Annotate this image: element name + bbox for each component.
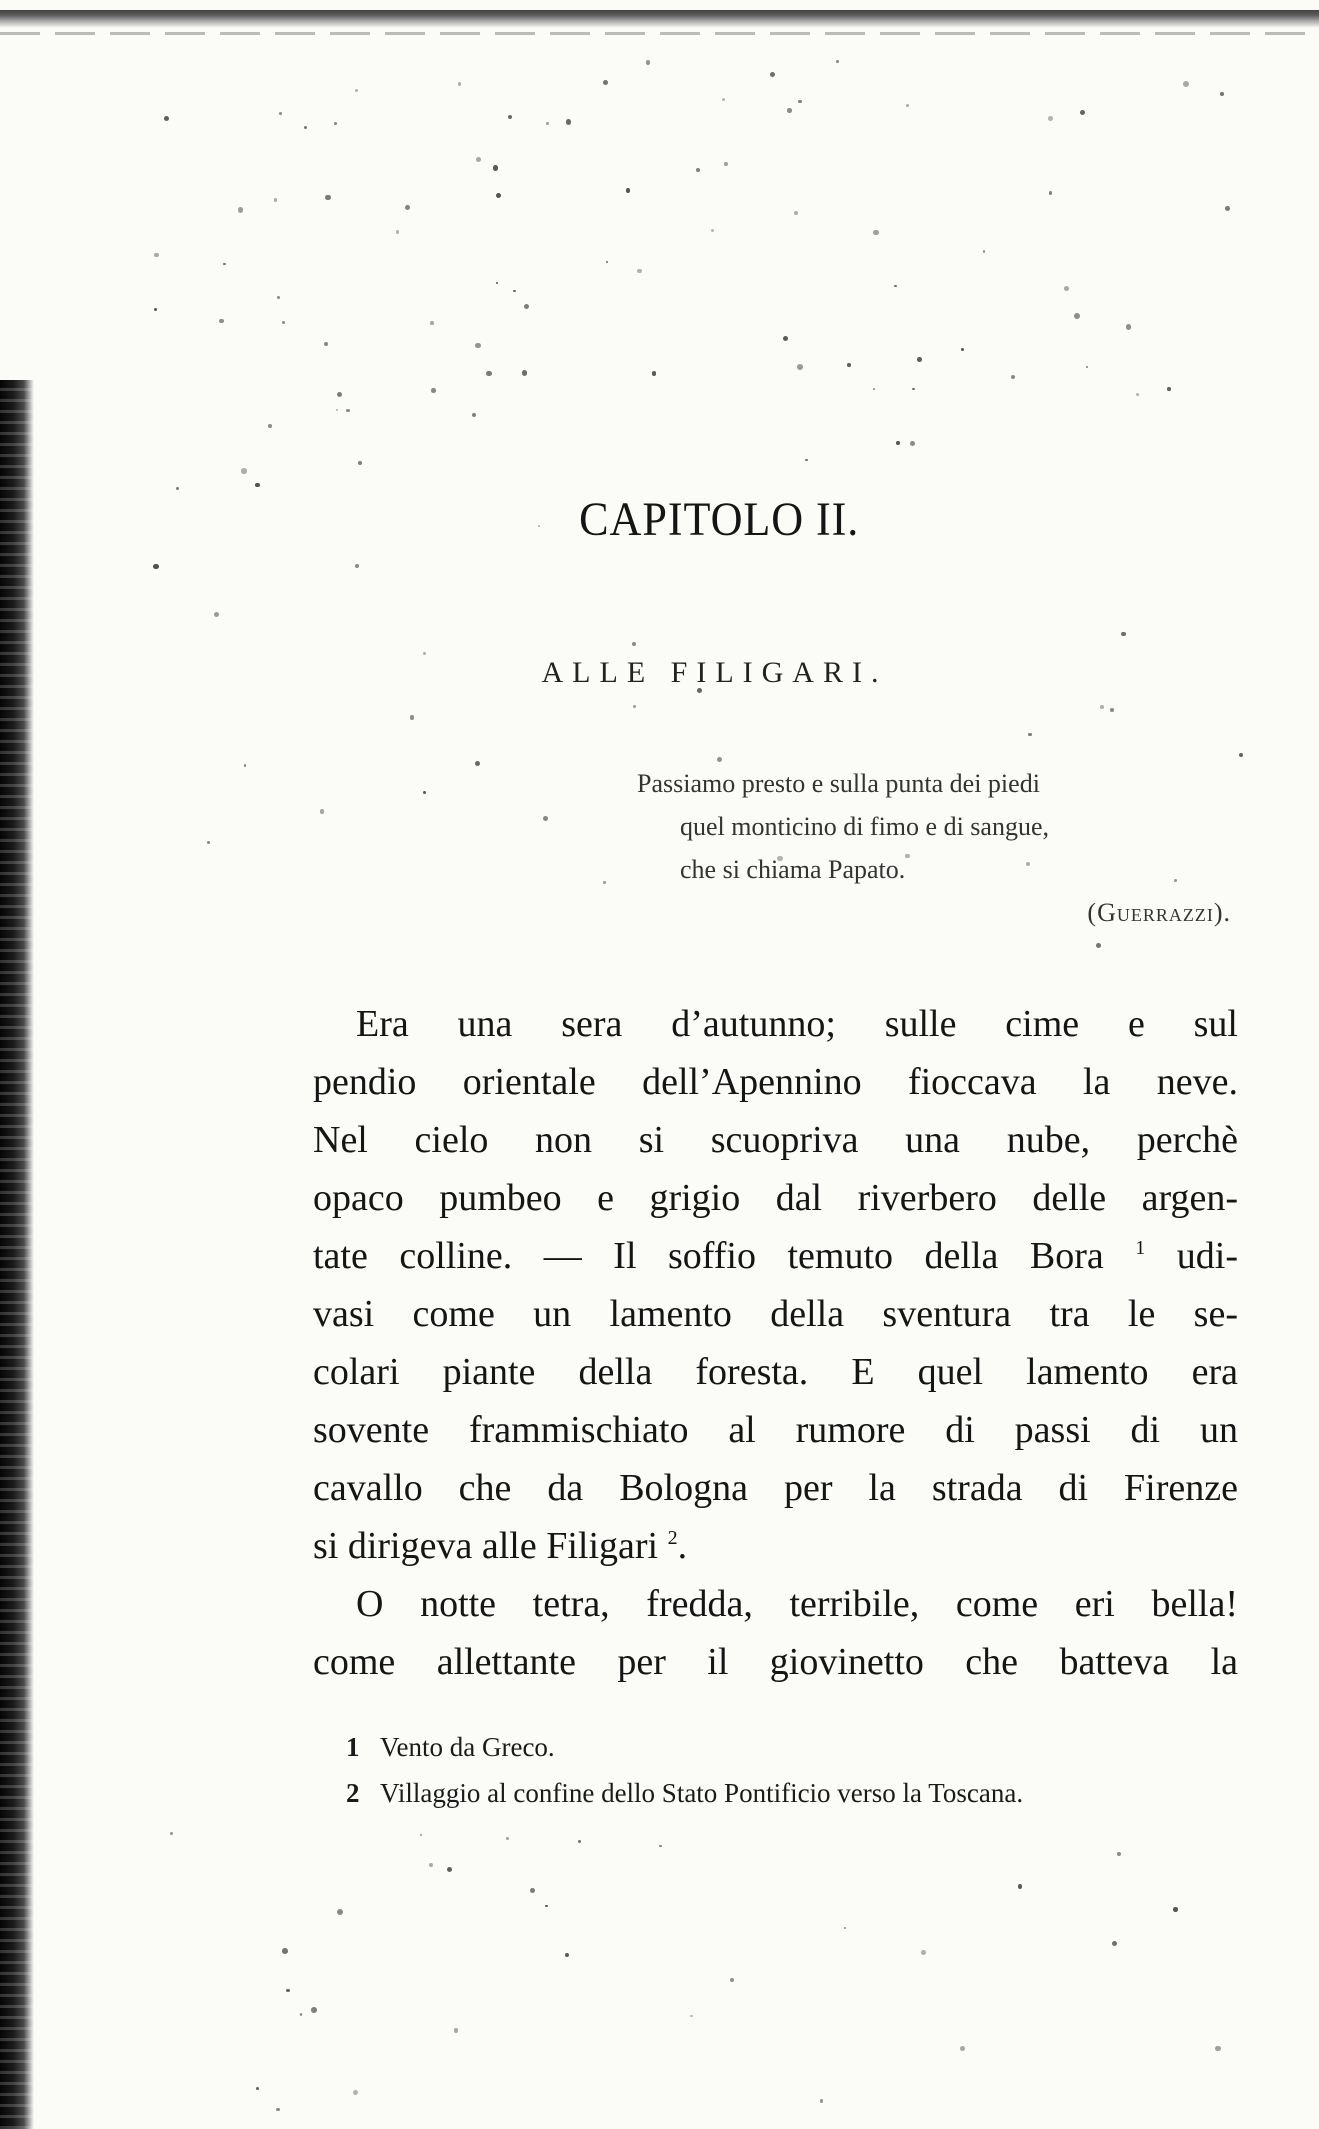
text-line: O notte tetra, fredda, terribile, come eri bella! — [356, 1583, 1238, 1625]
noise-speck — [241, 468, 246, 473]
noise-speck — [223, 263, 225, 265]
text-segment: si dirigeva alle Filigari — [313, 1525, 659, 1567]
text-segment: udi- — [1176, 1235, 1239, 1277]
noise-speck — [405, 205, 410, 210]
noise-speck — [286, 1989, 290, 1993]
noise-speck — [1110, 708, 1114, 712]
noise-speck — [912, 388, 915, 391]
noise-speck — [724, 162, 728, 166]
footnotes — [346, 1724, 1246, 1816]
noise-speck — [633, 705, 636, 708]
noise-speck — [268, 424, 272, 428]
noise-speck — [410, 715, 414, 719]
noise-speck — [1136, 393, 1139, 396]
noise-speck — [805, 459, 808, 462]
text-line: come allettante per il giovinetto che batteva la — [313, 1641, 1238, 1683]
noise-speck — [921, 1950, 926, 1955]
noise-speck — [626, 188, 631, 193]
noise-speck — [429, 1863, 433, 1867]
paragraph — [313, 995, 1238, 1575]
noise-speck — [1121, 632, 1126, 637]
noise-speck — [960, 2046, 965, 2051]
noise-speck — [847, 363, 851, 367]
footnote-ref: 1 — [1135, 1237, 1146, 1259]
noise-speck — [770, 72, 775, 77]
epigraph-line: che si chiama Papato. — [680, 855, 906, 884]
noise-speck — [524, 304, 529, 309]
noise-speck — [530, 1888, 535, 1893]
noise-speck — [1112, 1941, 1117, 1946]
noise-speck — [244, 764, 247, 767]
noise-speck — [873, 388, 875, 390]
noise-speck — [454, 2028, 458, 2032]
noise-speck — [917, 357, 922, 362]
noise-speck — [896, 441, 900, 445]
chapter-title — [0, 656, 1319, 690]
text-segment: . — [677, 1525, 688, 1567]
noise-speck — [1096, 943, 1101, 948]
noise-speck — [1086, 366, 1088, 368]
noise-speck — [711, 229, 714, 232]
footnote — [346, 1724, 1246, 1770]
footnote-number: 1 — [346, 1732, 360, 1762]
noise-speck — [513, 290, 516, 293]
noise-speck — [276, 2108, 280, 2112]
noise-speck — [486, 371, 492, 377]
noise-speck — [1117, 1852, 1121, 1856]
noise-speck — [176, 487, 179, 490]
noise-speck — [565, 1953, 569, 1957]
text-line: sovente frammischiato al rumore di passi di un — [313, 1409, 1238, 1451]
noise-speck — [358, 461, 362, 465]
noise-speck — [300, 2013, 303, 2016]
chapter-heading-text: CAPITOLO II. — [579, 493, 860, 546]
noise-speck — [355, 564, 359, 568]
noise-speck — [1018, 1884, 1023, 1889]
noise-speck — [334, 122, 337, 125]
footnote-text: Villaggio al confine dello Stato Pontificio verso la Toscana. — [380, 1778, 1024, 1808]
noise-speck — [238, 207, 244, 213]
noise-speck — [1225, 206, 1230, 211]
noise-speck — [1048, 116, 1053, 121]
noise-speck — [820, 2099, 823, 2102]
noise-speck — [1074, 313, 1080, 319]
noise-speck — [274, 198, 277, 201]
noise-speck — [722, 98, 725, 101]
noise-speck — [1183, 81, 1189, 87]
noise-speck — [496, 282, 498, 284]
noise-speck — [894, 285, 896, 287]
noise-speck — [282, 1948, 288, 1954]
noise-speck — [836, 60, 838, 62]
noise-speck — [320, 809, 325, 814]
noise-speck — [603, 80, 608, 85]
page-top-edge — [0, 10, 1319, 28]
text-line — [313, 1517, 1238, 1575]
noise-speck — [207, 841, 210, 844]
noise-speck — [336, 409, 338, 411]
noise-speck — [423, 652, 426, 655]
noise-speck — [153, 564, 158, 569]
text-line: pendio orientale dell’Apennino fioccava la neve. — [313, 1061, 1238, 1103]
noise-speck — [961, 348, 964, 351]
noise-speck — [578, 1840, 581, 1843]
noise-speck — [1064, 286, 1069, 291]
noise-speck — [730, 1978, 734, 1982]
noise-speck — [476, 157, 481, 162]
noise-speck — [983, 250, 985, 252]
noise-speck — [420, 1834, 422, 1836]
noise-speck — [493, 165, 499, 171]
noise-speck — [1080, 110, 1085, 115]
noise-speck — [214, 612, 219, 617]
noise-speck — [1126, 324, 1132, 330]
noise-speck — [219, 319, 224, 324]
noise-speck — [508, 115, 512, 119]
noise-speck — [324, 342, 328, 346]
noise-speck — [1220, 92, 1224, 96]
noise-speck — [659, 1845, 662, 1848]
paragraph — [313, 1575, 1238, 1691]
noise-speck — [1173, 1907, 1178, 1912]
noise-speck — [277, 296, 280, 299]
noise-speck — [475, 761, 480, 766]
footnote — [346, 1770, 1246, 1816]
footnote-number: 2 — [346, 1778, 360, 1808]
text-line: opaco pumbeo e grigio dal riverbero delle argen- — [313, 1177, 1238, 1219]
noise-speck — [844, 1927, 846, 1929]
noise-speck — [282, 321, 285, 324]
noise-speck — [690, 2015, 692, 2017]
noise-speck — [798, 100, 801, 103]
noise-speck — [279, 112, 282, 115]
epigraph — [637, 762, 1237, 934]
noise-speck — [646, 60, 651, 65]
noise-speck — [337, 1909, 343, 1915]
noise-speck — [632, 642, 636, 646]
noise-speck — [603, 881, 605, 883]
footnote-ref: 2 — [667, 1527, 678, 1549]
noise-speck — [696, 168, 700, 172]
epigraph-line: Passiamo presto e sulla punta dei piedi — [637, 769, 1040, 798]
noise-speck — [164, 116, 169, 121]
noise-speck — [458, 82, 462, 86]
body-text — [313, 995, 1238, 1691]
noise-speck — [472, 413, 477, 418]
chapter-heading — [0, 492, 1319, 547]
noise-speck — [787, 108, 792, 113]
text-segment: tate colline. — Il soffio temuto della Bora — [313, 1235, 1104, 1277]
noise-speck — [1215, 2046, 1221, 2052]
text-line — [313, 1227, 1238, 1285]
noise-speck — [910, 441, 915, 446]
noise-speck — [346, 409, 349, 412]
noise-speck — [652, 371, 656, 375]
noise-speck — [1011, 375, 1015, 379]
footnote-text: Vento da Greco. — [380, 1732, 555, 1762]
noise-speck — [325, 195, 331, 201]
text-line: cavallo che da Bologna per la strada di Firenze — [313, 1467, 1238, 1509]
noise-speck — [496, 193, 501, 198]
noise-speck — [1239, 753, 1244, 758]
noise-speck — [353, 2090, 358, 2095]
noise-speck — [906, 104, 909, 107]
noise-speck — [522, 370, 528, 376]
noise-speck — [423, 791, 426, 794]
noise-speck — [546, 122, 549, 125]
noise-speck — [606, 261, 608, 263]
noise-speck — [506, 1837, 509, 1840]
text-line: vasi come un lamento della sventura tra le se- — [313, 1293, 1238, 1335]
noise-speck — [431, 388, 435, 392]
noise-speck — [783, 336, 788, 341]
noise-speck — [447, 1867, 452, 1872]
noise-speck — [255, 483, 260, 488]
page-binding-shadow — [0, 380, 34, 2129]
text-line: colari piante della foresta. E quel lamento era — [313, 1351, 1238, 1393]
noise-speck — [311, 2007, 317, 2013]
chapter-title-text: ALLE FILIGARI. — [541, 656, 888, 689]
noise-speck — [355, 89, 358, 92]
noise-speck — [1100, 705, 1104, 709]
noise-speck — [1028, 733, 1032, 737]
noise-speck — [430, 321, 434, 325]
noise-speck — [154, 253, 158, 257]
noise-speck — [566, 119, 572, 125]
epigraph-attribution: (Guerrazzi). — [1087, 898, 1231, 927]
noise-speck — [545, 1905, 547, 1907]
noise-speck — [170, 1832, 173, 1835]
noise-speck — [256, 2087, 259, 2090]
text-line: Nel cielo non si scuopriva una nube, perchè — [313, 1119, 1238, 1161]
noise-speck — [873, 230, 878, 235]
text-line: Era una sera d’autunno; sulle cime e sul — [356, 1003, 1238, 1045]
noise-speck — [396, 230, 400, 234]
noise-speck — [304, 126, 307, 129]
noise-speck — [1167, 387, 1171, 391]
noise-speck — [637, 269, 641, 273]
noise-speck — [797, 364, 803, 370]
noise-speck — [337, 392, 342, 397]
noise-speck — [475, 343, 480, 348]
noise-speck — [543, 816, 548, 821]
noise-speck — [154, 308, 157, 311]
noise-speck — [794, 211, 798, 215]
noise-speck — [1049, 191, 1053, 195]
epigraph-line: quel monticino di fimo e di sangue, — [680, 812, 1049, 841]
